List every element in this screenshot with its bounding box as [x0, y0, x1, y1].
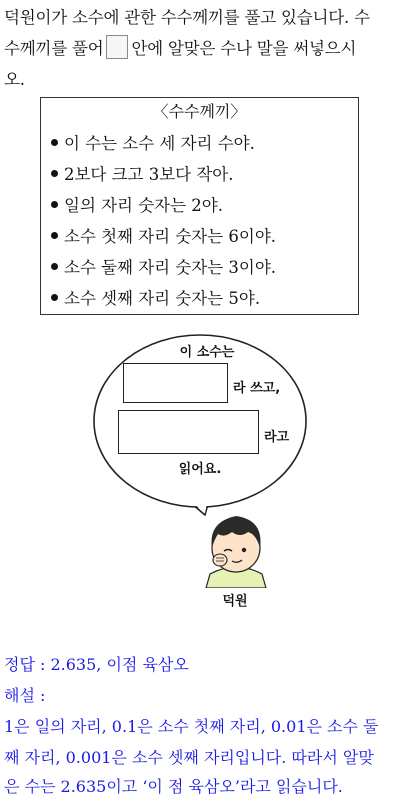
character-name: 덕원: [222, 594, 248, 609]
hint-text: 2보다 크고 3보다 작아.: [64, 165, 234, 184]
bullet-icon: [51, 294, 58, 301]
bullet-icon: [51, 170, 58, 177]
question-text: [4, 2, 396, 95]
blank-box-example: [106, 35, 128, 59]
riddle-title: 〈수수께끼〉: [152, 102, 247, 121]
explanation-line-1: 1은 일의 자리, 0.1은 소수 첫째 자리, 0.01은 소수 둘: [4, 717, 379, 736]
riddle-hint: [51, 285, 260, 309]
explanation-line-2: 째 자리, 0.001은 소수 셋째 자리입니다. 따라서 알맞: [4, 748, 374, 767]
hint-text: 소수 둘째 자리 숫자는 3이야.: [64, 258, 277, 277]
question-line-3: 오.: [4, 70, 25, 89]
boy-character-icon: [196, 508, 276, 588]
question-line-2-end: 안에 알맞은 수나 말을 써넣으시: [131, 39, 357, 58]
answer-box-reading[interactable]: [118, 410, 259, 454]
bubble-intro: 이 소수는: [179, 345, 235, 360]
bullet-icon: [51, 201, 58, 208]
answer-box-number[interactable]: [123, 363, 228, 403]
riddle-hint: [51, 254, 276, 278]
riddle-hint: [51, 223, 276, 247]
riddle-hint: [51, 130, 255, 154]
bullet-icon: [51, 139, 58, 146]
bubble-text-write: 라 쓰고,: [233, 381, 281, 396]
bubble-ending: 읽어요.: [178, 462, 222, 477]
hint-text: 소수 셋째 자리 숫자는 5야.: [64, 289, 261, 308]
riddle-box: [40, 97, 359, 315]
question-line-2: [4, 33, 396, 64]
riddle-hint: [51, 161, 234, 185]
hint-text: 소수 첫째 자리 숫자는 6이야.: [64, 227, 277, 246]
explanation-line-3: 은 수는 2.635이고 ‘이 점 육삼오’라고 읽습니다.: [4, 777, 343, 796]
bullet-icon: [51, 263, 58, 270]
bubble-text-read: 라고: [264, 430, 290, 445]
explanation-label: 해설 :: [4, 686, 46, 705]
hint-text: 일의 자리 숫자는 2야.: [64, 196, 223, 215]
question-line-2-start: 수께끼를 풀어: [4, 39, 104, 58]
question-line-1: 덕원이가 소수에 관한 수수께끼를 풀고 있습니다. 수: [4, 8, 370, 27]
bullet-icon: [51, 232, 58, 239]
riddle-hint: [51, 192, 223, 216]
hint-text: 이 수는 소수 세 자리 수야.: [64, 134, 255, 153]
answer-line: 정답 : 2.635, 이점 육삼오: [4, 655, 189, 674]
